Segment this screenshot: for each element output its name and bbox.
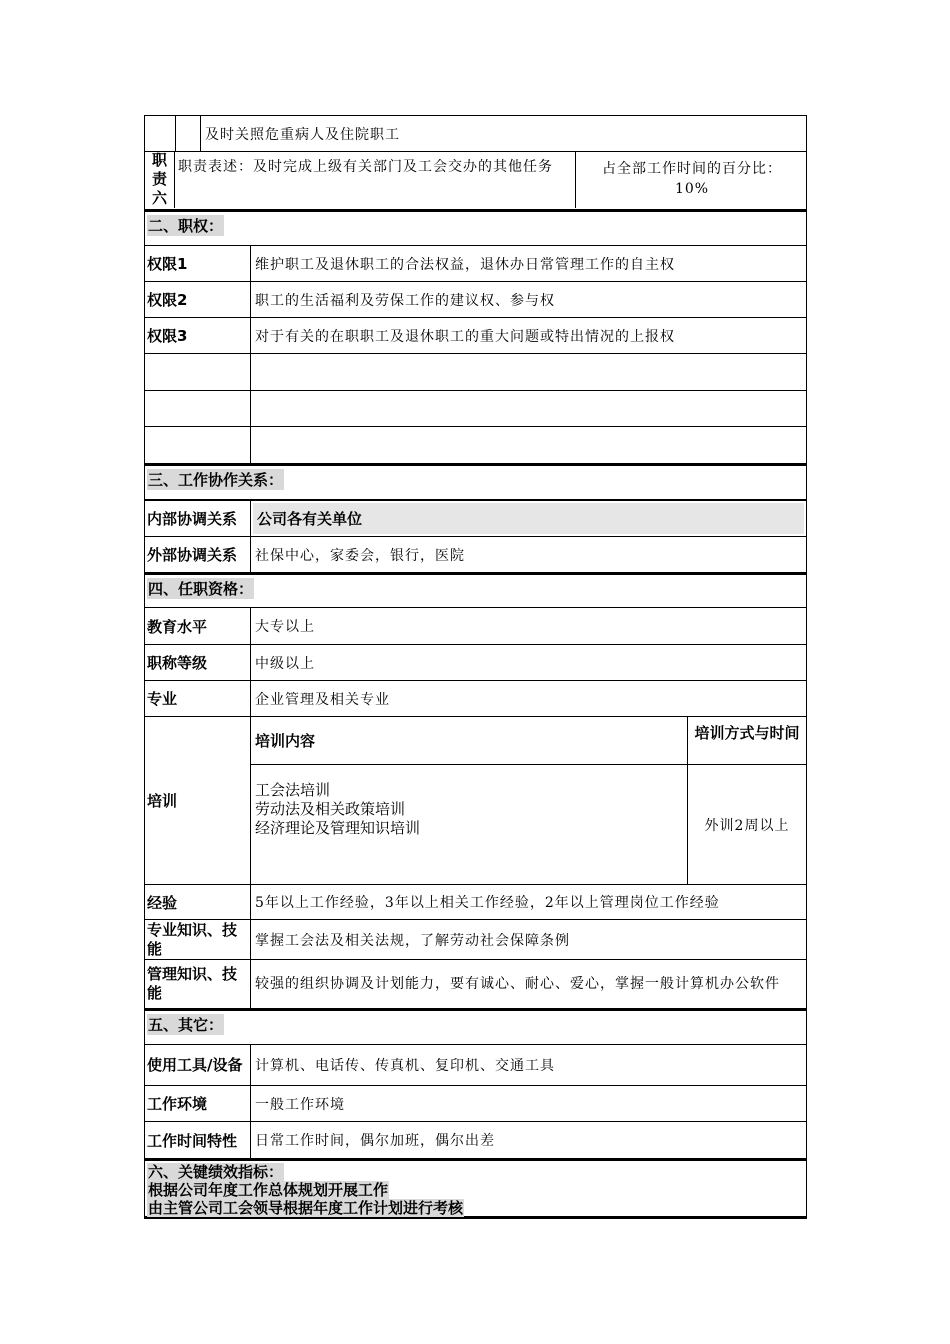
authority-value-2: 职工的生活福利及劳保工作的建议权、参与权 [255, 292, 555, 309]
authority-label-2: 权限2 [145, 282, 251, 317]
external-coordination-row [144, 537, 807, 572]
authority-label-3: 权限3 [145, 318, 251, 353]
kpi-section [144, 1161, 807, 1219]
duty-six-desc-prefix: 职责表述： [178, 159, 253, 175]
internal-coordination-label: 内部协调关系 [145, 501, 251, 536]
training-row [144, 717, 807, 885]
mgmt-skill-row [144, 960, 807, 1008]
pro-skill-row [144, 920, 807, 960]
work-time-label: 工作时间特性 [145, 1122, 251, 1158]
training-item: 经济理论及管理知识培训 [255, 819, 421, 837]
education-label: 教育水平 [145, 608, 251, 644]
experience-label: 经验 [145, 885, 251, 919]
experience-row [144, 885, 807, 920]
duty-label-cell [145, 116, 176, 151]
authority-empty-row [144, 354, 807, 391]
major-label: 专业 [145, 681, 251, 716]
education-row [144, 608, 807, 645]
cooperation-title-text: 三、工作协作关系： [148, 471, 284, 489]
duty-continuation-row [144, 115, 807, 152]
empty-label [145, 427, 251, 463]
kpi-line-1: 根据公司年度工作总体规划开展工作 [148, 1181, 389, 1199]
pro-skill-label: 专业知识、技能 [145, 920, 251, 959]
duty-six-percent-value: 10% [674, 181, 710, 197]
mgmt-skill-value: 较强的组织协调及计划能力，要有诚心、耐心、爱心，掌握一般计算机办公软件 [255, 976, 780, 992]
cooperation-section-title [144, 466, 807, 501]
authority-row-3 [144, 318, 807, 354]
kpi-title: 六、关键绩效指标： [148, 1163, 284, 1181]
environment-row [144, 1086, 807, 1122]
duty-six-label: 职责六 [145, 151, 175, 208]
major-value: 企业管理及相关专业 [255, 691, 390, 708]
training-content-header: 培训内容 [251, 717, 688, 765]
title-level-label: 职称等级 [145, 645, 251, 680]
work-time-row [144, 1122, 807, 1158]
authority-empty-row [144, 427, 807, 463]
duty-six-percent-block [577, 159, 807, 199]
mgmt-skill-label: 管理知识、技能 [145, 960, 251, 1008]
duty-six-description [178, 157, 574, 178]
authority-label-1: 权限1 [145, 246, 251, 281]
qualification-title-text: 四、任职资格： [148, 580, 254, 598]
kpi-line-2: 由主管公司工会领导根据年度工作计划进行考核 [148, 1199, 464, 1217]
education-value: 大专以上 [255, 619, 315, 635]
major-row [144, 681, 807, 717]
authority-title-text: 二、职权： [148, 217, 224, 235]
duty-six-divider [575, 151, 576, 208]
qualification-section-title [144, 575, 807, 608]
internal-coordination-row [144, 501, 807, 537]
duty-continuation-text: 及时关照危重病人及住院职工 [205, 127, 400, 143]
empty-label [145, 391, 251, 426]
environment-value: 一般工作环境 [255, 1096, 345, 1113]
title-level-value: 中级以上 [255, 655, 315, 672]
duty-six-desc-text: 及时完成上级有关部门及工会交办的其他任务 [253, 159, 553, 175]
training-method-header: 培训方式与时间 [688, 717, 806, 765]
tools-row [144, 1045, 807, 1086]
duty-six-percent-label: 占全部工作时间的百分比： [602, 161, 782, 177]
experience-value: 5年以上工作经验，3年以上相关工作经验，2年以上管理岗位工作经验 [255, 895, 720, 911]
pro-skill-value: 掌握工会法及相关法规，了解劳动社会保障条例 [255, 932, 570, 949]
tools-label: 使用工具/设备 [145, 1045, 251, 1085]
title-level-row [144, 645, 807, 681]
duty-index-cell [175, 116, 201, 151]
authority-row-2 [144, 282, 807, 318]
authority-value-1: 维护职工及退休职工的合法权益，退休办日常管理工作的自主权 [255, 256, 675, 273]
training-content-list [251, 765, 688, 884]
authority-section-title [144, 212, 807, 246]
environment-label: 工作环境 [145, 1086, 251, 1121]
internal-coordination-value: 公司各有关单位 [253, 503, 804, 534]
training-item: 劳动法及相关政策培训 [255, 800, 406, 818]
tools-value: 计算机、电话传、传真机、复印机、交通工具 [255, 1058, 555, 1074]
training-method-value: 外训2周以上 [704, 817, 790, 834]
other-section-title [144, 1011, 807, 1045]
training-label: 培训 [145, 717, 251, 884]
external-coordination-value: 社保中心，家委会，银行，医院 [255, 547, 465, 564]
authority-value-3: 对于有关的在职职工及退休职工的重大问题或特出情况的上报权 [255, 328, 675, 345]
external-coordination-label: 外部协调关系 [145, 537, 251, 572]
training-item: 工会法培训 [255, 781, 331, 799]
work-time-value: 日常工作时间，偶尔加班，偶尔出差 [255, 1133, 495, 1149]
authority-empty-row [144, 391, 807, 427]
empty-label [145, 354, 251, 390]
duty-six-row [144, 151, 807, 210]
authority-row-1 [144, 246, 807, 282]
other-title-text: 五、其它： [148, 1016, 224, 1034]
